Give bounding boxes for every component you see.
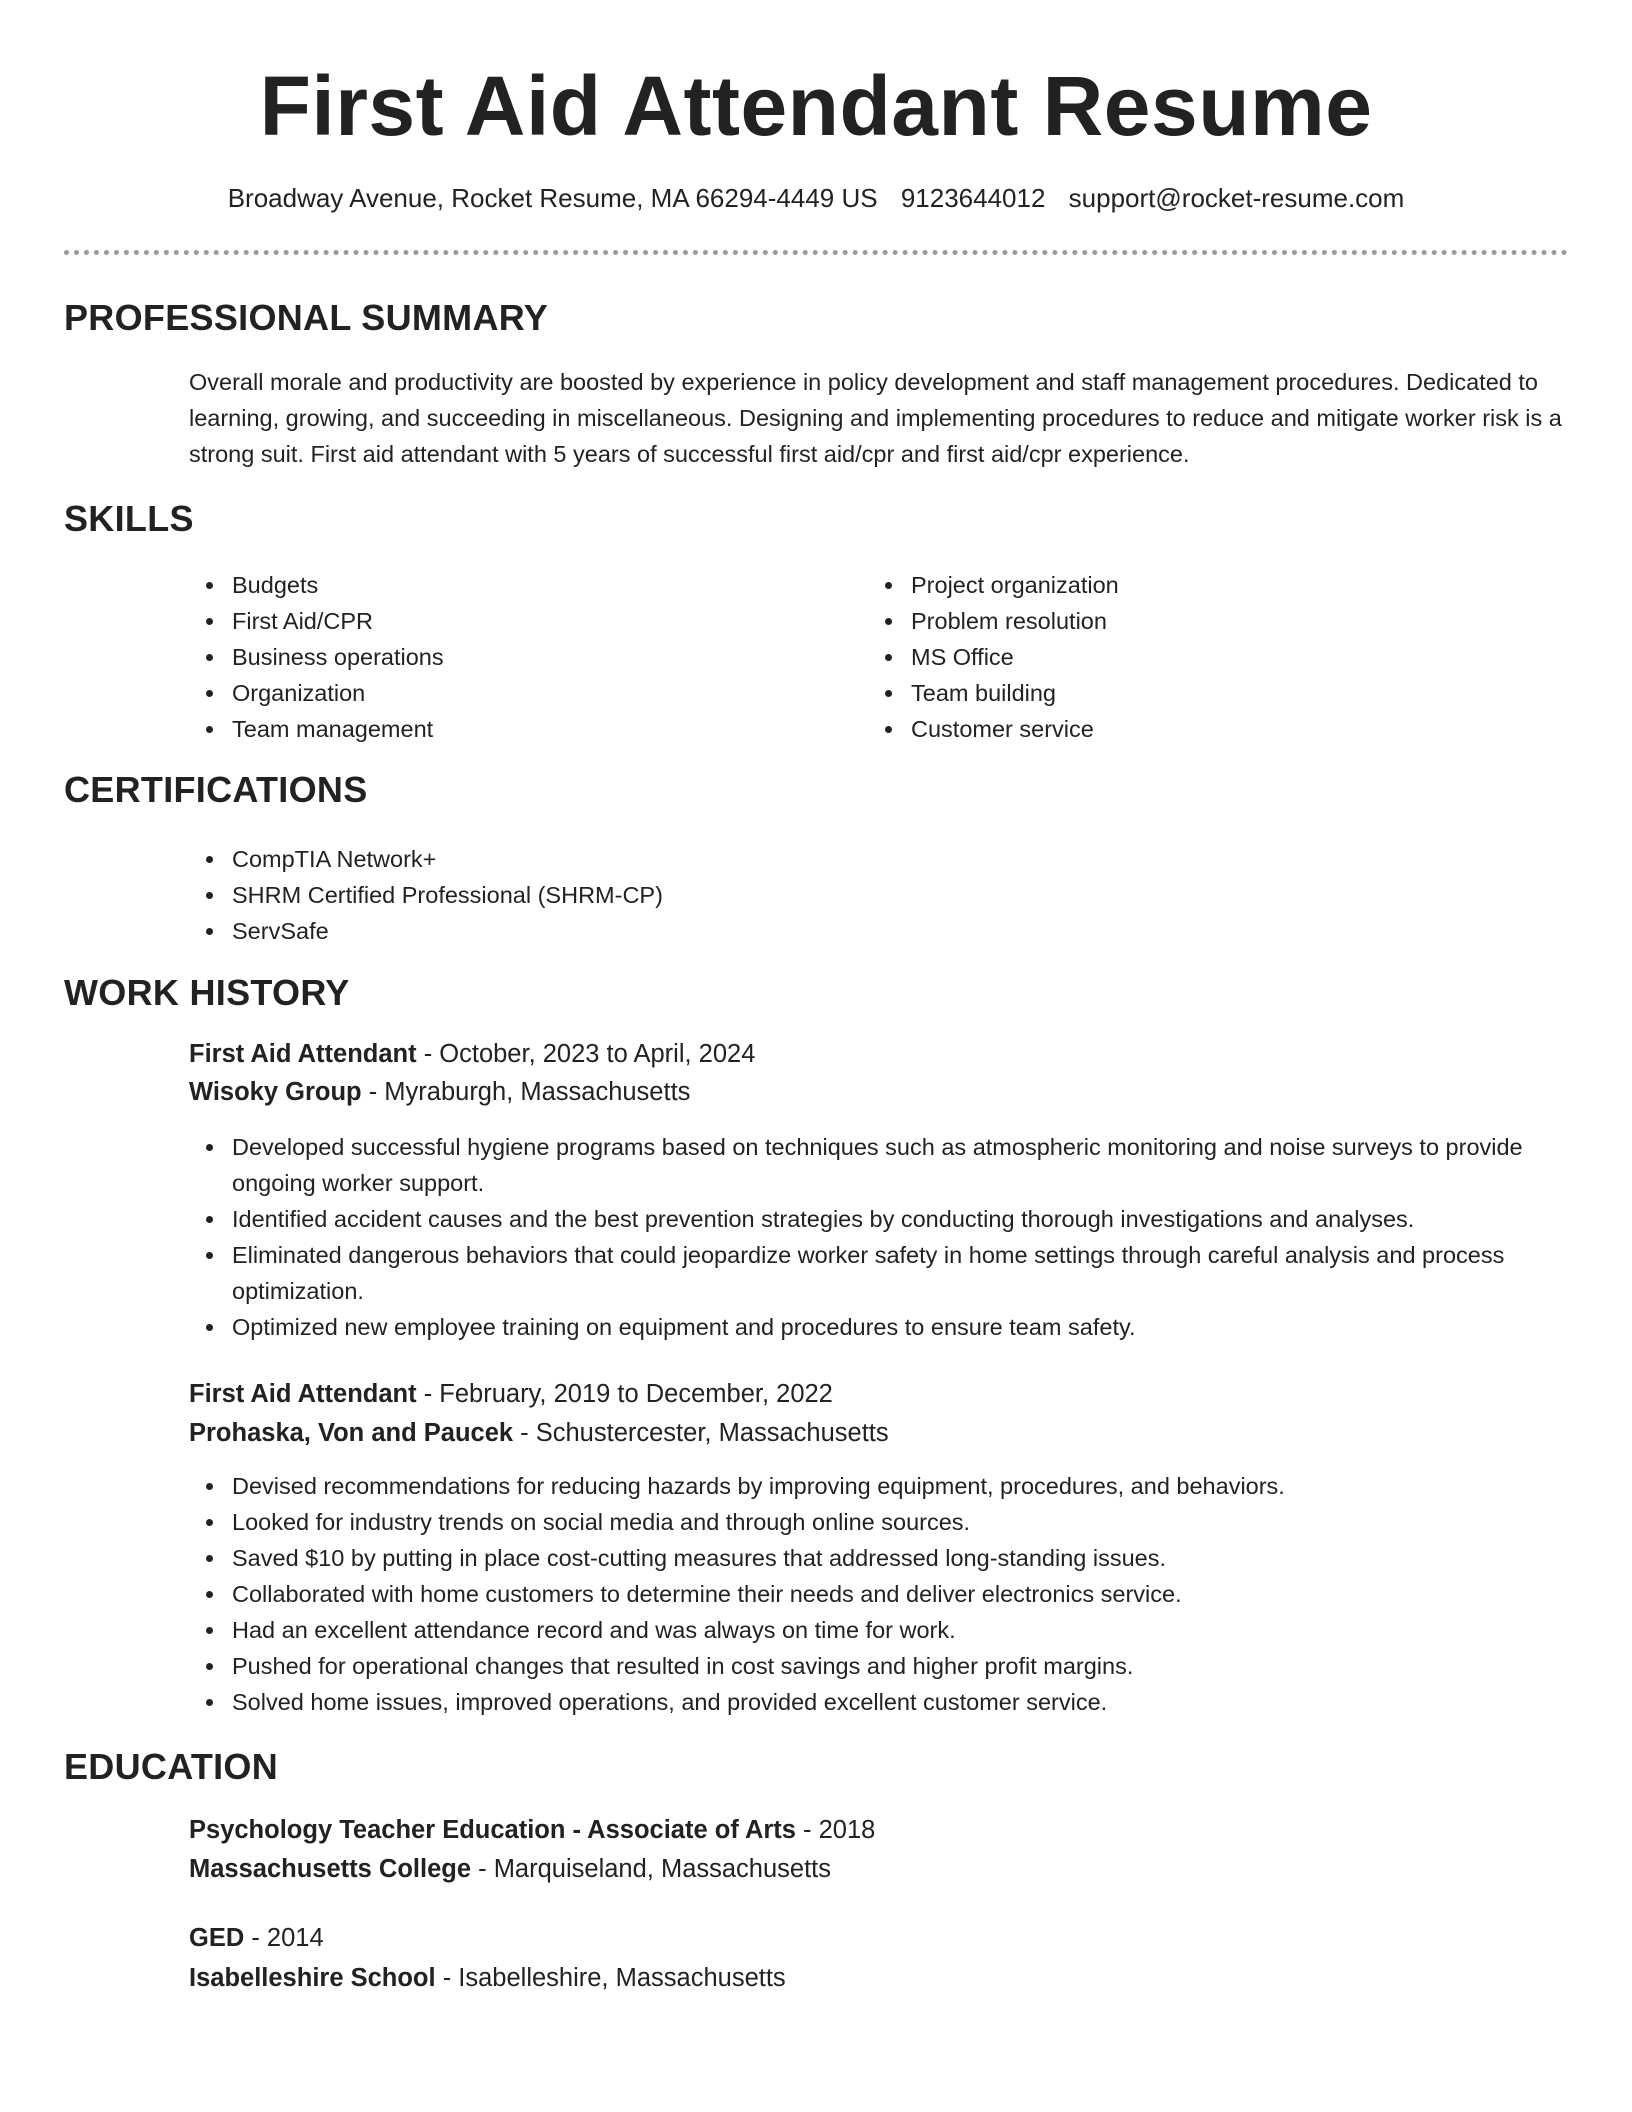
job-title: First Aid Attendant — [189, 1380, 417, 1408]
skill-item: Problem resolution — [868, 603, 1508, 639]
skill-item: Team management — [189, 711, 829, 747]
job-bullet: Developed successful hygiene programs based on techniques such as atmospheric monitoring and noise surveys to provide ongoing worker support. — [189, 1129, 1529, 1201]
job-title-line — [189, 1376, 833, 1412]
education-degree: Psychology Teacher Education - Associate of Arts — [189, 1816, 796, 1844]
job-company-line — [189, 1415, 889, 1451]
job-bullet: Looked for industry trends on social media and through online sources. — [189, 1504, 1529, 1540]
education-degree: GED — [189, 1924, 245, 1952]
skills-list-left — [189, 567, 829, 747]
education-year: - 2018 — [795, 1816, 876, 1844]
job-bullet: Devised recommendations for reducing hazards by improving equipment, procedures, and behaviors. — [189, 1468, 1529, 1504]
section-title-work-history: WORK HISTORY — [64, 972, 350, 1013]
skill-item: MS Office — [868, 639, 1508, 675]
section-title-summary: PROFESSIONAL SUMMARY — [64, 297, 549, 338]
job-company: Wisoky Group — [189, 1078, 362, 1106]
job-company: Prohaska, Von and Paucek — [189, 1419, 514, 1447]
job-dates: - October, 2023 to April, 2024 — [416, 1040, 756, 1068]
job-bullet: Identified accident causes and the best prevention strategies by conducting thorough investigations and analyses. — [189, 1201, 1529, 1237]
skill-item: Team building — [868, 675, 1508, 711]
job-bullets — [189, 1468, 1529, 1720]
job-bullets — [189, 1129, 1529, 1345]
job-bullet: Eliminated dangerous behaviors that could jeopardize worker safety in home settings through careful analysis and process optimization. — [189, 1237, 1529, 1309]
skill-item: First Aid/CPR — [189, 603, 829, 639]
education-school-line — [189, 1851, 831, 1887]
education-school: Isabelleshire School — [189, 1964, 436, 1992]
job-title-line — [189, 1036, 755, 1072]
certification-item: ServSafe — [189, 913, 1489, 949]
education-location: - Marquiseland, Massachusetts — [471, 1855, 832, 1883]
contact-line — [0, 180, 1632, 216]
education-year: - 2014 — [244, 1924, 324, 1952]
skill-item: Customer service — [868, 711, 1508, 747]
job-company-line — [189, 1074, 690, 1110]
education-school-line — [189, 1960, 786, 1996]
job-bullet: Had an excellent attendance record and was always on time for work. — [189, 1612, 1529, 1648]
certifications-list — [189, 841, 1489, 949]
job-bullet: Pushed for operational changes that resulted in cost savings and higher profit margins. — [189, 1648, 1529, 1684]
job-location: - Schustercester, Massachusetts — [513, 1419, 889, 1447]
job-bullet: Saved $10 by putting in place cost-cutting measures that addressed long-standing issues. — [189, 1540, 1529, 1576]
section-title-skills: SKILLS — [64, 498, 194, 539]
resume-title: First Aid Attendant Resume — [259, 59, 1373, 153]
header-divider — [64, 250, 1568, 255]
education-location: - Isabelleshire, Massachusetts — [435, 1964, 786, 1992]
skill-item: Budgets — [189, 567, 829, 603]
summary-text: Overall morale and productivity are boosted by experience in policy development and staff management procedures. Dedicated to learning, growing, and succeeding in miscellaneous. Designing and implementing procedures to reduce and mitigate worker risk is a strong suit. First aid attendant with 5 years of successful first aid/cpr and first aid/cpr experience. — [189, 369, 1562, 467]
skills-list-right — [868, 567, 1508, 747]
section-title-education: EDUCATION — [64, 1746, 279, 1787]
job-bullet: Solved home issues, improved operations, and provided excellent customer service. — [189, 1684, 1529, 1720]
section-title-certifications: CERTIFICATIONS — [64, 769, 368, 810]
education-school: Massachusetts College — [189, 1855, 472, 1883]
job-location: - Myraburgh, Massachusetts — [361, 1078, 691, 1106]
job-dates: - February, 2019 to December, 2022 — [416, 1380, 833, 1408]
skill-item: Project organization — [868, 567, 1508, 603]
certification-item: SHRM Certified Professional (SHRM-CP) — [189, 877, 1489, 913]
certification-item: CompTIA Network+ — [189, 841, 1489, 877]
job-title: First Aid Attendant — [189, 1040, 417, 1068]
skill-item: Organization — [189, 675, 829, 711]
contact-phone: 9123644012 — [900, 183, 1046, 213]
education-degree-line — [189, 1812, 875, 1848]
contact-email: support@rocket-resume.com — [1068, 183, 1405, 213]
education-degree-line — [189, 1920, 324, 1956]
skill-item: Business operations — [189, 639, 829, 675]
contact-address: Broadway Avenue, Rocket Resume, MA 66294-4449 US — [227, 183, 878, 213]
job-bullet: Collaborated with home customers to determine their needs and deliver electronics service. — [189, 1576, 1529, 1612]
job-bullet: Optimized new employee training on equipment and procedures to ensure team safety. — [189, 1309, 1529, 1345]
